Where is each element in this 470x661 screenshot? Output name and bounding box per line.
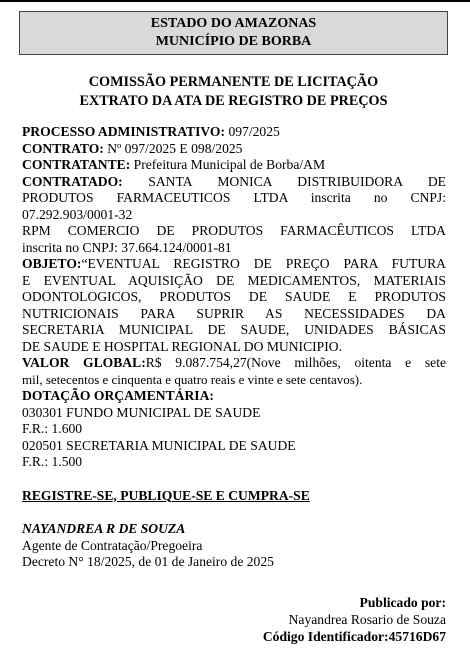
valor-label: VALOR GLOBAL:	[22, 355, 146, 370]
processo-line	[22, 124, 446, 141]
processo-label: PROCESSO ADMINISTRATIVO:	[22, 124, 226, 139]
publication-block	[263, 594, 446, 645]
objeto-text-3: ODONTOLOGICOS, PRODUTOS DE SAUDE E PRODUTOS	[22, 289, 446, 304]
contratado-text-2: PRODUTOS FARMACEUTICOS LTDA inscrita no CNPJ:	[22, 190, 446, 205]
valor-text-2: mil, setecentos e cinquenta e quatro reais e vinte e sete centavos).	[22, 371, 363, 387]
objeto-label: OBJETO:	[22, 256, 82, 271]
contrato-label: CONTRATO:	[22, 140, 104, 156]
objeto-text-1: “EVENTUAL REGISTRO DE PREÇO PARA FUTURA	[81, 256, 446, 271]
header-box	[19, 11, 448, 55]
valor-line-1	[22, 355, 446, 372]
contratado-text-1: SANTA MONICA DISTRIBUIDORA DE	[122, 173, 446, 189]
rpm-cnpj: inscrita no CNPJ: 37.664.124/0001-81	[22, 239, 232, 255]
dotacao-item-1: 030301 FUNDO MUNICIPAL DE SAUDE	[22, 404, 261, 420]
signer-name: NAYANDREA R DE SOUZA	[22, 521, 186, 536]
contratante-value: Prefeitura Municipal de Borba/AM	[130, 157, 326, 172]
identifier-code: 45716D67	[388, 629, 446, 644]
signer-role: Agente de Contratação/Pregoeira	[22, 537, 203, 553]
top-rule	[0, 0, 470, 2]
publisher-name: Nayandrea Rosario de Souza	[288, 612, 446, 627]
spacer	[22, 471, 446, 488]
objeto-text-6: DE SAUDE E HOSPITAL REGIONAL DO MUNICIPIO.	[22, 338, 342, 354]
valor-text-1: R$ 9.087.754,27(Nove milhões, oitenta e sete	[145, 355, 447, 370]
title-extract: EXTRATO DA ATA DE REGISTRO DE PREÇOS	[79, 93, 388, 109]
dotacao-line	[22, 388, 446, 405]
processo-value: 097/2025	[225, 124, 280, 139]
spacer	[22, 504, 446, 521]
objeto-text-4: NUTRICIONAIS PARA SUPRIR AS NECESSIDADES DA	[22, 305, 446, 321]
dotacao-fr-1: F.R.: 1.600	[22, 421, 83, 436]
registre-line: REGISTRE-SE, PUBLIQUE-SE E CUMPRA-SE	[22, 487, 310, 503]
title-commission: COMISSÃO PERMANENTE DE LICITAÇÃO	[88, 74, 379, 90]
published-by-text: Publicado por:	[359, 595, 446, 610]
contrato-value: Nº 097/2025 E 098/2025	[103, 140, 243, 156]
contratante-line	[22, 157, 446, 174]
header-state: ESTADO DO AMAZONAS	[150, 16, 317, 31]
objeto-text-5: SECRETARIA MUNICIPAL DE SAUDE, UNIDADES BÁSICAS	[22, 322, 446, 337]
header-municipality: MUNICÍPIO DE BORBA	[155, 34, 312, 49]
signer-decree: Decreto N° 18/2025, de 01 de Janeiro de 2025	[22, 554, 274, 569]
document-title	[19, 73, 448, 111]
published-by-label	[263, 594, 446, 611]
document-body	[22, 124, 446, 571]
contratante-label: CONTRATANTE:	[22, 157, 131, 172]
dotacao-item-2: 020501 SECRETARIA MUNICIPAL DE SAUDE	[22, 437, 296, 453]
identifier-line	[263, 628, 446, 645]
dotacao-label: DOTAÇÃO ORÇAMENTÁRIA:	[22, 388, 214, 403]
objeto-line-1	[22, 256, 446, 273]
contratado-cnpj: 07.292.903/0001-32	[22, 206, 133, 222]
rpm-line-1: RPM COMERCIO DE PRODUTOS FARMACÊUTICOS LTDA	[22, 223, 446, 238]
identifier-label: Código Identificador:	[262, 629, 389, 644]
objeto-text-2: E EVENTUAL AQUISIÇÃO DE MEDICAMENTOS, MATERIAIS	[22, 272, 446, 288]
dotacao-fr-2: F.R.: 1.500	[22, 454, 83, 469]
contrato-line	[22, 141, 446, 158]
contratado-line-1	[22, 174, 446, 191]
contratado-label: CONTRATADO:	[22, 173, 123, 189]
